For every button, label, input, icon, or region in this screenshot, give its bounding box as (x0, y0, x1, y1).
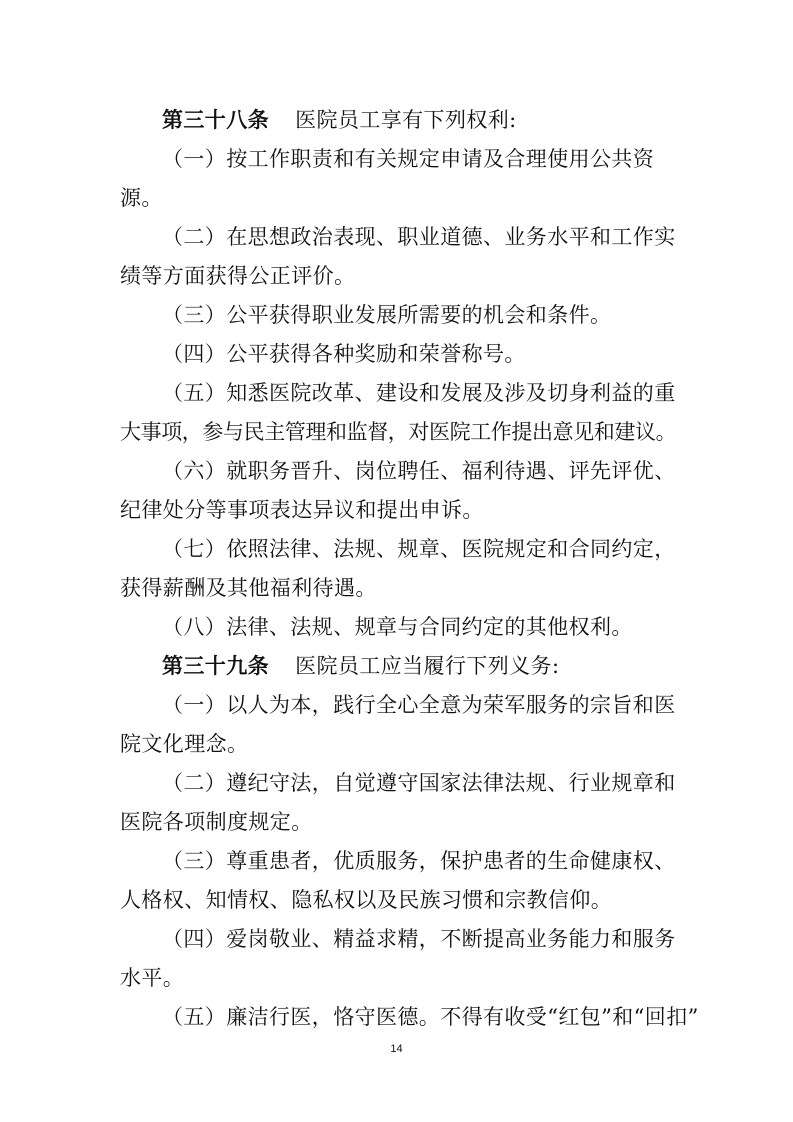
paragraph-line: （四）爱岗敬业、精益求精，不断提高业务能力和服务 (162, 927, 676, 951)
article-38-heading-line (162, 107, 680, 133)
paragraph-line: 院文化理念。 (120, 732, 249, 756)
paragraph-line: （四）公平获得各种奖励和荣誉称号。 (162, 342, 526, 366)
paragraph-line: （五）廉洁行医，恪守医德。不得有收受“红包”和“回扣” (162, 1005, 699, 1029)
article-39-intro: 医院员工应当履行下列义务: (295, 654, 560, 678)
article-38-title: 第三十八条 (162, 108, 269, 132)
paragraph-line: （三）尊重患者，优质服务，保护患者的生命健康权、 (162, 849, 676, 873)
paragraph-line: 纪律处分等事项表达异议和提出申诉。 (120, 498, 484, 522)
paragraph-line: （六）就职务晋升、岗位聘任、福利待遇、评先评优、 (162, 459, 676, 483)
paragraph-line: 人格权、知情权、隐私权以及民族习惯和宗教信仰。 (120, 888, 613, 912)
paragraph-line: （七）依照法律、法规、规章、医院规定和合同约定， (162, 537, 676, 561)
page-number: 14 (390, 1043, 403, 1055)
paragraph-line: （五）知悉医院改革、建设和发展及涉及切身利益的重 (162, 381, 676, 405)
paragraph-line: （八）法律、法规、规章与合同约定的其他权利。 (162, 615, 633, 639)
paragraph-line: （二）在思想政治表现、职业道德、业务水平和工作实 (162, 225, 676, 249)
article-39-title: 第三十九条 (162, 654, 269, 678)
paragraph-line: 绩等方面获得公正评价。 (120, 264, 356, 288)
paragraph-line: （三）公平获得职业发展所需要的机会和条件。 (162, 303, 612, 327)
paragraph-line: （一）以人为本，践行全心全意为荣军服务的宗旨和医 (162, 693, 676, 717)
paragraph-line: （一）按工作职责和有关规定申请及合理使用公共资 (162, 147, 655, 171)
paragraph-line: 获得薪酬及其他福利待遇。 (120, 576, 377, 600)
paragraph-line: 水平。 (120, 966, 185, 990)
paragraph-line: 源。 (120, 186, 163, 210)
paragraph-line: 大事项，参与民主管理和监督，对医院工作提出意见和建议。 (120, 420, 677, 444)
article-38-intro: 医院员工享有下列权利: (295, 108, 517, 132)
paragraph-line: 医院各项制度规定。 (120, 810, 313, 834)
article-39-heading-line (162, 653, 680, 679)
paragraph-line: （二）遵纪守法，自觉遵守国家法律法规、行业规章和 (162, 771, 676, 795)
